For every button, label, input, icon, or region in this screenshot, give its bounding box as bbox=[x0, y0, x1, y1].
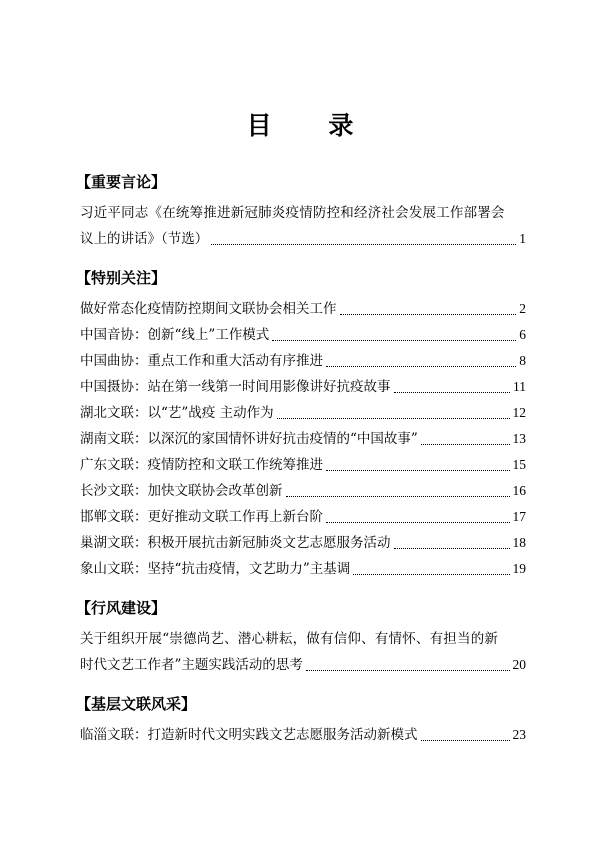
entry-title: 象山文联：坚持“抗击疫情，文艺助力”主基调 bbox=[80, 561, 351, 577]
toc-section-important-speeches bbox=[76, 172, 526, 252]
toc-entry[interactable] bbox=[80, 348, 526, 374]
dot-leader bbox=[326, 522, 510, 523]
dot-leader bbox=[272, 340, 516, 341]
toc-section-conduct-building bbox=[76, 598, 526, 678]
entry-title: 中国摄协：站在第一线第一时间用影像讲好抗疫故事 bbox=[80, 379, 391, 395]
toc-entry[interactable] bbox=[80, 322, 526, 348]
entry-title-line: 关于组织开展“崇德尚艺、潜心耕耘，做有信仰、有情怀、有担当的新 bbox=[80, 631, 499, 647]
dot-leader bbox=[421, 444, 510, 445]
page-number: 15 bbox=[512, 457, 526, 472]
page-number: 13 bbox=[512, 431, 526, 446]
toc-entry[interactable] bbox=[80, 556, 526, 582]
toc-entry[interactable] bbox=[80, 722, 526, 748]
entry-title: 广东文联：疫情防控和文联工作统筹推进 bbox=[80, 457, 323, 473]
toc-entry[interactable] bbox=[80, 296, 526, 322]
page-number: 1 bbox=[519, 231, 526, 246]
entry-title-line: 议上的讲话》（节选） bbox=[80, 231, 209, 247]
entry-title: 邯郸文联：更好推动文联工作再上新台阶 bbox=[80, 509, 323, 525]
dot-leader bbox=[286, 496, 510, 497]
dot-leader bbox=[421, 740, 510, 741]
toc-entry[interactable] bbox=[80, 504, 526, 530]
dot-leader bbox=[353, 574, 509, 575]
page-number: 19 bbox=[512, 561, 526, 576]
dot-leader bbox=[277, 418, 510, 419]
entry-title-line: 时代文艺工作者”主题实践活动的思考 bbox=[80, 657, 303, 673]
entry-title: 做好常态化疫情防控期间文联协会相关工作 bbox=[80, 301, 337, 317]
page-number: 23 bbox=[512, 727, 526, 742]
page-title: 目 录 bbox=[246, 111, 378, 140]
toc-entry[interactable] bbox=[80, 374, 526, 400]
dot-leader bbox=[340, 314, 517, 315]
toc-entry[interactable] bbox=[80, 530, 526, 556]
toc-entry[interactable] bbox=[80, 626, 526, 678]
entry-title-line: 习近平同志《在统筹推进新冠肺炎疫情防控和经济社会发展工作部署会 bbox=[80, 205, 505, 221]
entry-title: 临淄文联：打造新时代文明实践文艺志愿服务活动新模式 bbox=[80, 727, 418, 743]
section-heading: 【行风建设】 bbox=[76, 599, 167, 617]
dot-leader bbox=[211, 244, 516, 245]
page-number: 6 bbox=[519, 327, 526, 342]
page-number: 2 bbox=[519, 301, 526, 316]
page-number: 18 bbox=[512, 535, 526, 550]
dot-leader bbox=[306, 670, 510, 671]
entry-title: 中国曲协：重点工作和重大活动有序推进 bbox=[80, 353, 323, 369]
page-number: 17 bbox=[512, 509, 526, 524]
entry-title: 湖北文联：以“艺”战疫 主动作为 bbox=[80, 405, 274, 421]
page-number: 11 bbox=[513, 379, 526, 394]
section-heading: 【重要言论】 bbox=[76, 173, 167, 191]
toc-entry[interactable] bbox=[80, 478, 526, 504]
toc-section-grassroots bbox=[76, 694, 526, 748]
toc-entry[interactable] bbox=[80, 452, 526, 478]
toc-sections bbox=[76, 172, 526, 764]
toc-entry[interactable] bbox=[80, 200, 526, 252]
entry-title: 中国音协：创新“线上”工作模式 bbox=[80, 327, 270, 343]
section-heading: 【基层文联风采】 bbox=[76, 695, 197, 713]
page-number: 12 bbox=[512, 405, 526, 420]
toc-entry[interactable] bbox=[80, 400, 526, 426]
dot-leader bbox=[394, 392, 511, 393]
entry-title: 巢湖文联：积极开展抗击新冠肺炎文艺志愿服务活动 bbox=[80, 535, 391, 551]
entry-title: 湖南文联：以深沉的家国情怀讲好抗击疫情的“中国故事” bbox=[80, 431, 418, 447]
page-number: 8 bbox=[519, 353, 526, 368]
toc-entry[interactable] bbox=[80, 426, 526, 452]
toc-section-special-focus bbox=[76, 268, 526, 582]
page-number: 20 bbox=[512, 657, 526, 672]
page-number: 16 bbox=[512, 483, 526, 498]
section-heading: 【特别关注】 bbox=[76, 269, 167, 287]
entry-title: 长沙文联：加快文联协会改革创新 bbox=[80, 483, 283, 499]
dot-leader bbox=[394, 548, 510, 549]
dot-leader bbox=[326, 470, 510, 471]
dot-leader bbox=[326, 366, 516, 367]
